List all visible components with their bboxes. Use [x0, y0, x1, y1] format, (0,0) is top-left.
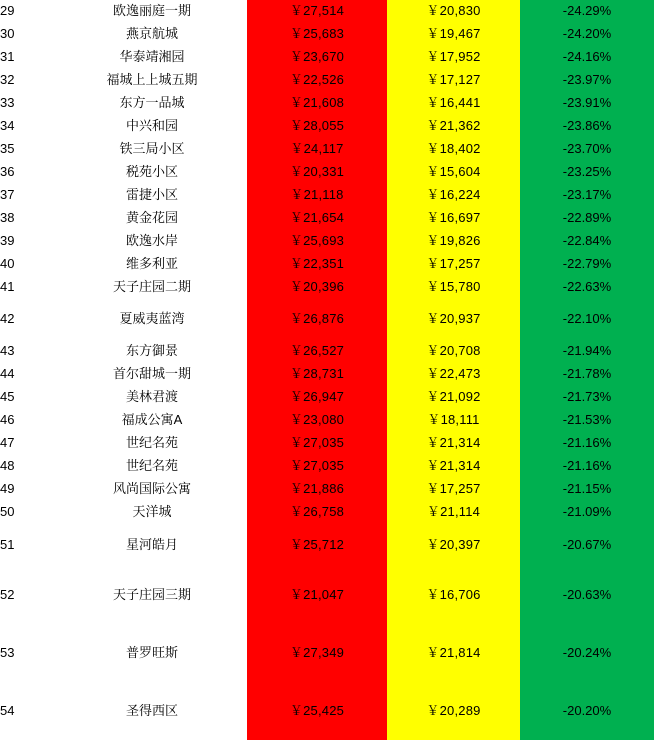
table-row[interactable]	[0, 501, 654, 524]
property-name-cell: 税苑小区	[57, 161, 247, 184]
original-price-cell: ￥21,608	[247, 92, 387, 115]
price-change-cell: -21.53%	[520, 409, 654, 432]
property-name-cell: 美林君渡	[57, 386, 247, 409]
table-row[interactable]	[0, 340, 654, 363]
original-price-cell: ￥21,047	[247, 566, 387, 624]
property-name-cell: 铁三局小区	[57, 138, 247, 161]
price-change-cell: -20.63%	[520, 566, 654, 624]
current-price-cell: ￥18,111	[387, 409, 520, 432]
price-change-cell: -23.86%	[520, 115, 654, 138]
property-name-cell: 黄金花园	[57, 207, 247, 230]
current-price-cell: ￥20,397	[387, 524, 520, 566]
table-row[interactable]	[0, 299, 654, 340]
current-price-cell: ￥20,289	[387, 682, 520, 740]
property-name-cell: 普罗旺斯	[57, 624, 247, 682]
table-row[interactable]	[0, 409, 654, 432]
row-index-cell: 30	[0, 23, 57, 46]
property-name-cell: 福成公寓A	[57, 409, 247, 432]
current-price-cell: ￥16,224	[387, 184, 520, 207]
price-change-cell: -20.20%	[520, 682, 654, 740]
original-price-cell: ￥27,035	[247, 432, 387, 455]
original-price-cell: ￥22,526	[247, 69, 387, 92]
table-row[interactable]	[0, 0, 654, 23]
table-row[interactable]	[0, 682, 654, 740]
current-price-cell: ￥17,257	[387, 253, 520, 276]
current-price-cell: ￥21,092	[387, 386, 520, 409]
price-change-cell: -23.70%	[520, 138, 654, 161]
current-price-cell: ￥15,604	[387, 161, 520, 184]
original-price-cell: ￥25,712	[247, 524, 387, 566]
table-row[interactable]	[0, 207, 654, 230]
property-name-cell: 燕京航城	[57, 23, 247, 46]
property-name-cell: 欧逸水岸	[57, 230, 247, 253]
table-row[interactable]	[0, 478, 654, 501]
current-price-cell: ￥17,127	[387, 69, 520, 92]
original-price-cell: ￥22,351	[247, 253, 387, 276]
property-name-cell: 首尔甜城一期	[57, 363, 247, 386]
current-price-cell: ￥17,257	[387, 478, 520, 501]
price-change-cell: -21.15%	[520, 478, 654, 501]
price-change-cell: -21.16%	[520, 432, 654, 455]
property-name-cell: 福城上上城五期	[57, 69, 247, 92]
current-price-cell: ￥21,814	[387, 624, 520, 682]
current-price-cell: ￥16,697	[387, 207, 520, 230]
price-change-cell: -24.29%	[520, 0, 654, 23]
price-change-cell: -21.78%	[520, 363, 654, 386]
row-index-cell: 29	[0, 0, 57, 23]
property-name-cell: 天子庄园三期	[57, 566, 247, 624]
original-price-cell: ￥25,683	[247, 23, 387, 46]
table-row[interactable]	[0, 230, 654, 253]
price-change-cell: -22.63%	[520, 276, 654, 299]
row-index-cell: 31	[0, 46, 57, 69]
property-name-cell: 华泰靖湘园	[57, 46, 247, 69]
row-index-cell: 33	[0, 92, 57, 115]
original-price-cell: ￥26,758	[247, 501, 387, 524]
original-price-cell: ￥24,117	[247, 138, 387, 161]
original-price-cell: ￥26,527	[247, 340, 387, 363]
current-price-cell: ￥20,708	[387, 340, 520, 363]
table-row[interactable]	[0, 386, 654, 409]
original-price-cell: ￥25,693	[247, 230, 387, 253]
table-row[interactable]	[0, 432, 654, 455]
row-index-cell: 42	[0, 299, 57, 340]
price-change-cell: -22.79%	[520, 253, 654, 276]
property-name-cell: 东方一品城	[57, 92, 247, 115]
row-index-cell: 47	[0, 432, 57, 455]
property-name-cell: 圣得西区	[57, 682, 247, 740]
original-price-cell: ￥21,118	[247, 184, 387, 207]
table-row[interactable]	[0, 253, 654, 276]
row-index-cell: 50	[0, 501, 57, 524]
original-price-cell: ￥23,670	[247, 46, 387, 69]
row-index-cell: 54	[0, 682, 57, 740]
table-row[interactable]	[0, 624, 654, 682]
original-price-cell: ￥27,514	[247, 0, 387, 23]
original-price-cell: ￥28,731	[247, 363, 387, 386]
current-price-cell: ￥21,114	[387, 501, 520, 524]
current-price-cell: ￥20,937	[387, 299, 520, 340]
current-price-cell: ￥16,441	[387, 92, 520, 115]
current-price-cell: ￥19,467	[387, 23, 520, 46]
property-name-cell: 星河皓月	[57, 524, 247, 566]
original-price-cell: ￥27,349	[247, 624, 387, 682]
current-price-cell: ￥21,362	[387, 115, 520, 138]
row-index-cell: 43	[0, 340, 57, 363]
current-price-cell: ￥15,780	[387, 276, 520, 299]
property-name-cell: 世纪名苑	[57, 432, 247, 455]
table-row[interactable]	[0, 184, 654, 207]
table-row[interactable]	[0, 455, 654, 478]
property-name-cell: 天子庄园二期	[57, 276, 247, 299]
row-index-cell: 34	[0, 115, 57, 138]
price-change-cell: -23.25%	[520, 161, 654, 184]
row-index-cell: 37	[0, 184, 57, 207]
property-name-cell: 夏威夷蓝湾	[57, 299, 247, 340]
row-index-cell: 38	[0, 207, 57, 230]
property-name-cell: 欧逸丽庭一期	[57, 0, 247, 23]
row-index-cell: 40	[0, 253, 57, 276]
row-index-cell: 52	[0, 566, 57, 624]
table-row[interactable]	[0, 161, 654, 184]
price-change-cell: -24.16%	[520, 46, 654, 69]
current-price-cell: ￥16,706	[387, 566, 520, 624]
table-row[interactable]	[0, 363, 654, 386]
table-row[interactable]	[0, 566, 654, 624]
table-row[interactable]	[0, 92, 654, 115]
current-price-cell: ￥21,314	[387, 432, 520, 455]
row-index-cell: 35	[0, 138, 57, 161]
price-change-cell: -24.20%	[520, 23, 654, 46]
property-name-cell: 中兴和园	[57, 115, 247, 138]
current-price-cell: ￥17,952	[387, 46, 520, 69]
price-change-cell: -23.91%	[520, 92, 654, 115]
current-price-cell: ￥21,314	[387, 455, 520, 478]
original-price-cell: ￥26,947	[247, 386, 387, 409]
price-change-cell: -22.89%	[520, 207, 654, 230]
price-change-cell: -23.17%	[520, 184, 654, 207]
row-index-cell: 48	[0, 455, 57, 478]
original-price-cell: ￥20,331	[247, 161, 387, 184]
row-index-cell: 51	[0, 524, 57, 566]
property-name-cell: 雷捷小区	[57, 184, 247, 207]
price-change-cell: -20.24%	[520, 624, 654, 682]
table-row[interactable]	[0, 23, 654, 46]
price-change-cell: -22.10%	[520, 299, 654, 340]
row-index-cell: 49	[0, 478, 57, 501]
current-price-cell: ￥19,826	[387, 230, 520, 253]
original-price-cell: ￥28,055	[247, 115, 387, 138]
price-change-cell: -21.73%	[520, 386, 654, 409]
price-change-cell: -22.84%	[520, 230, 654, 253]
row-index-cell: 39	[0, 230, 57, 253]
row-index-cell: 45	[0, 386, 57, 409]
property-name-cell: 风尚国际公寓	[57, 478, 247, 501]
current-price-cell: ￥18,402	[387, 138, 520, 161]
row-index-cell: 53	[0, 624, 57, 682]
table-row[interactable]	[0, 524, 654, 566]
price-change-cell: -23.97%	[520, 69, 654, 92]
current-price-cell: ￥22,473	[387, 363, 520, 386]
original-price-cell: ￥27,035	[247, 455, 387, 478]
table-row[interactable]	[0, 138, 654, 161]
table-row[interactable]	[0, 46, 654, 69]
current-price-cell: ￥20,830	[387, 0, 520, 23]
property-name-cell: 东方御景	[57, 340, 247, 363]
row-index-cell: 41	[0, 276, 57, 299]
property-name-cell: 维多利亚	[57, 253, 247, 276]
table-row[interactable]	[0, 69, 654, 92]
row-index-cell: 36	[0, 161, 57, 184]
table-row[interactable]	[0, 115, 654, 138]
price-change-cell: -21.16%	[520, 455, 654, 478]
original-price-cell: ￥20,396	[247, 276, 387, 299]
price-change-cell: -21.09%	[520, 501, 654, 524]
original-price-cell: ￥25,425	[247, 682, 387, 740]
row-index-cell: 44	[0, 363, 57, 386]
original-price-cell: ￥21,654	[247, 207, 387, 230]
row-index-cell: 46	[0, 409, 57, 432]
table-row[interactable]	[0, 276, 654, 299]
row-index-cell: 32	[0, 69, 57, 92]
property-name-cell: 世纪名苑	[57, 455, 247, 478]
original-price-cell: ￥23,080	[247, 409, 387, 432]
original-price-cell: ￥26,876	[247, 299, 387, 340]
property-name-cell: 天洋城	[57, 501, 247, 524]
original-price-cell: ￥21,886	[247, 478, 387, 501]
price-change-cell: -20.67%	[520, 524, 654, 566]
price-change-cell: -21.94%	[520, 340, 654, 363]
